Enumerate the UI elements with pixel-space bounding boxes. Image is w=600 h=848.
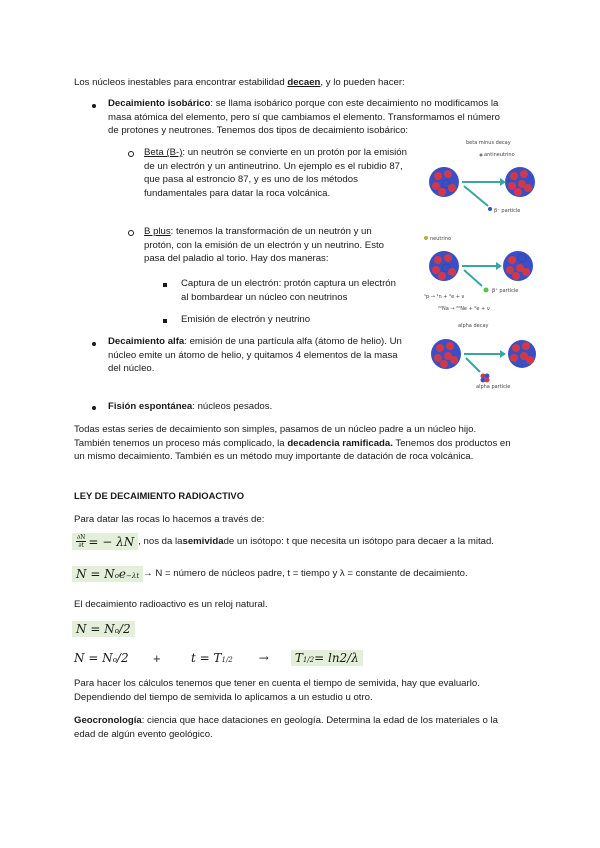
parent-nucleus-icon — [429, 251, 459, 281]
equation-2-text: → N = número de núcleos padre, t = tiempo y λ = constante de decaimiento. — [143, 568, 468, 580]
bullet-icon — [92, 104, 96, 108]
equation-1-row — [72, 533, 494, 550]
beta-minus-line2: de un electrón y un antineutrino. Un ejemplo es el rubidio 87, — [144, 160, 403, 172]
branching-term: decadencia ramificada. — [287, 437, 393, 449]
beta-plus-figure — [420, 228, 538, 320]
beta-minus-text1: : un neutrón se convierte en un protón por la emisión — [182, 147, 407, 158]
arrow-down-icon — [464, 270, 482, 286]
arrowhead-icon — [496, 262, 502, 270]
section-heading: LEY DE DECAIMIENTO RADIOACTIVO — [74, 490, 244, 501]
way1-line2: al bombardear un núcleo con neutrinos — [181, 291, 348, 303]
arrowhead-icon — [500, 178, 506, 186]
beta-plus-text1: : tenemos la transformación de un neutrón y un — [170, 226, 372, 237]
beta-plus-eq2: ²²Na → ²²Ne + ⁰e + ν — [438, 306, 490, 312]
equation-4b: t = T — [190, 651, 222, 665]
equation-3-lhs: N = N — [76, 622, 115, 636]
calc-line2: Dependiendo del tiempo de semivida lo aplicamos a un estudio u otro. — [74, 691, 373, 703]
circle-bullet-icon — [128, 230, 134, 236]
geo-term: Geocronología — [74, 715, 142, 726]
circle-bullet-icon — [128, 151, 134, 157]
equation-3 — [72, 620, 135, 638]
equation-4a-sub: o — [112, 656, 117, 664]
branching-text-post: Tenemos dos productos en — [392, 437, 511, 449]
equation-4c-lhs: T — [294, 651, 303, 665]
branching-line3: un mismo decaimiento. También es un método muy importante de datación de roca volcánica. — [74, 451, 474, 463]
positron-dot-icon — [484, 288, 489, 293]
equation-1 — [72, 533, 138, 550]
equation-2-sub: o — [114, 572, 119, 580]
beta-minus-line3: que pasa al estroncio 87, y es uno de los métodos — [144, 174, 358, 186]
antineutrino-dot-icon — [480, 154, 483, 157]
alpha-title: alpha decay — [458, 323, 489, 329]
alpha-line3: del núcleo. — [108, 363, 155, 375]
isobaric-item — [108, 97, 528, 138]
beta-minus-figure — [424, 136, 538, 218]
equation-4-row — [74, 650, 363, 666]
branching-line2 — [74, 437, 534, 451]
equation-4c-tail: = ln2/λ — [314, 651, 359, 665]
clock-line: El decaimiento radioactivo es un reloj natural. — [74, 599, 268, 610]
intro-text: Los núcleos inestables para encontrar estabilidad — [74, 77, 288, 88]
alpha-figure — [428, 320, 538, 390]
branching-line1: Todas estas series de decaimiento son simples, pasamos de un núcleo padre a un núcleo hijo. — [74, 424, 477, 435]
beta-minus-term: Beta (B-) — [144, 147, 183, 158]
calc-paragraph — [74, 677, 534, 704]
beta-minus-line1 — [144, 146, 429, 160]
semivida-term: semivida — [182, 535, 224, 547]
equation-2-row — [72, 566, 468, 582]
equation-2-e: e — [118, 567, 127, 581]
alpha-line1 — [108, 335, 428, 349]
fraction-numerator: ∂N — [77, 534, 86, 541]
daughter-nucleus-icon — [503, 251, 533, 281]
bullet-icon — [92, 342, 96, 346]
square-bullet-icon — [163, 319, 167, 323]
alpha-particle-label: alpha particle — [476, 384, 511, 390]
geo-line1 — [74, 714, 534, 728]
equation-2 — [72, 566, 143, 582]
arrowhead-icon — [500, 350, 506, 358]
beta-plus-eq1: ¹p → ¹n + ⁰e + ν — [424, 294, 465, 300]
alpha-item — [108, 335, 428, 376]
equation-2-sup: −λt — [126, 572, 140, 580]
fission-line — [108, 400, 272, 414]
intro-text-end: , y lo pueden hacer: — [320, 77, 405, 88]
alpha-line2: núcleo emite un átomo de helio, y quitamos 4 elementos de la masa — [108, 349, 398, 361]
isobaric-line1 — [108, 97, 528, 111]
equation-4c — [291, 650, 363, 666]
geo-paragraph — [74, 714, 534, 741]
branching-paragraph — [74, 423, 534, 464]
equation-4a-tail: /2 — [116, 651, 129, 665]
beta-plus-term: B plus — [144, 226, 171, 237]
arrow-down-icon — [466, 358, 480, 372]
daughter-nucleus-icon — [505, 167, 535, 197]
arrow-right-icon: → — [258, 651, 269, 665]
alpha-text1: : emisión de una partícula alfa (átomo de helio). Un — [184, 336, 402, 347]
plus-sign: + — [152, 654, 161, 665]
isobaric-term: Decaimiento isobárico — [108, 98, 211, 109]
isobaric-line2: masa atómica del elemento, pero sí que cambiamos el elemento. Transformamos el número — [108, 111, 500, 123]
keyword-decaen: decaen — [287, 77, 321, 88]
beta-plus-way1 — [181, 277, 421, 304]
geo-line2: edad de algún evento geológico. — [74, 728, 213, 740]
equation-1-text-pre: , nos da la — [138, 535, 183, 547]
arrow-down-icon — [464, 186, 488, 206]
beta-minus-item — [144, 146, 429, 200]
antineutrino-label: antineutrino — [484, 152, 515, 158]
neutrino-label: neutrino — [430, 236, 452, 242]
beta-minus-line4: fundamentales para datar la roca volcánica. — [144, 187, 331, 199]
way1-line1: Captura de un electrón: protón captura un electrón — [181, 278, 396, 289]
square-bullet-icon — [163, 283, 167, 287]
equation-4b-sub: 1/2 — [221, 656, 233, 664]
fission-text: : núcleos pesados. — [192, 401, 273, 412]
way2-line: Emisión de electrón y neutrino — [181, 314, 311, 325]
beta-plus-particle-label: β⁺ particle — [492, 288, 519, 294]
parent-nucleus-icon — [429, 167, 459, 197]
calc-line1: Para hacer los cálculos tenemos que tener en cuenta el tiempo de semivida, hay que evaluarlo. — [74, 678, 480, 689]
parent-nucleus-icon — [431, 339, 461, 369]
daughter-nucleus-icon — [508, 340, 536, 368]
fraction-denominator: ∂t — [78, 542, 84, 549]
branching-text-pre: También tenemos un proceso más complicado, la — [74, 437, 288, 449]
geo-text1: : ciencia que hace dataciones en geología. Determina la edad de los materiales o la — [141, 715, 498, 726]
beta-minus-title: beta minus decay — [466, 140, 511, 146]
equation-1-text-post: de un isótopo: t que necesita un isótopo para decaer a la mitad. — [223, 535, 494, 547]
beta-plus-item — [144, 225, 429, 266]
equation-4c-sub: 1/2 — [302, 656, 315, 664]
equation-3-box — [72, 621, 135, 637]
intro-line — [74, 76, 405, 90]
equation-3-sub: o — [114, 627, 119, 635]
neutrino-dot-icon — [424, 236, 428, 240]
equation-3-tail: /2 — [118, 622, 131, 636]
beta-plus-line1 — [144, 225, 429, 239]
isobaric-line3: de protones y neutrones. Tenemos dos tipos de decaimiento isobárico: — [108, 125, 409, 137]
law-intro: Para datar las rocas lo hacemos a través de: — [74, 514, 265, 525]
equation-4a: N = N — [74, 651, 113, 665]
isobaric-text1: : se llama isobárico porque con este decaimiento no modificamos la — [210, 98, 499, 109]
alpha-particle-icon — [481, 374, 490, 383]
equation-2-lhs: N = N — [76, 567, 115, 581]
electron-dot-icon — [488, 207, 492, 211]
beta-minus-particle-label: β⁻ particle — [494, 208, 521, 214]
bullet-icon — [92, 406, 96, 410]
equation-1-rhs: = − λN — [88, 534, 135, 549]
equation-1-fraction — [76, 534, 86, 549]
beta-plus-line2: protón, con la emisión de un electrón y un neutrino. Esto — [144, 239, 384, 251]
fission-term: Fisión espontánea — [108, 401, 193, 412]
beta-plus-line3: pasa del paladio al torio. Hay dos maneras: — [144, 253, 329, 265]
alpha-term: Decaimiento alfa — [108, 336, 185, 347]
